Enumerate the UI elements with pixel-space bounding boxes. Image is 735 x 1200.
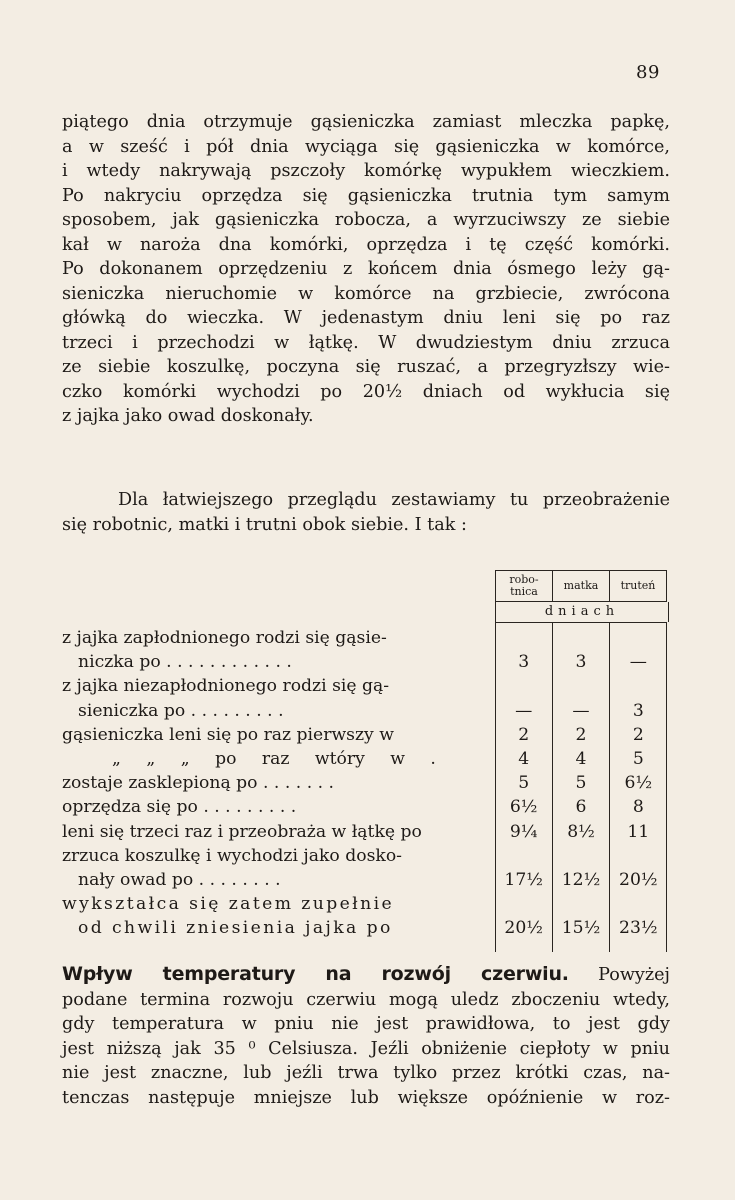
row-label: „ „ „ po raz wtóry w . <box>112 749 436 770</box>
value-queen: 2 <box>575 724 587 745</box>
value-worker: 6½ <box>509 797 538 818</box>
value-drone: 11 <box>627 821 650 842</box>
value-queen: 8½ <box>567 821 595 842</box>
row-label: od chwili zniesienia jajka po <box>78 918 393 939</box>
value-worker: — <box>515 700 533 721</box>
text-line: Dla łatwiejszego przeglądu zestawiamy tu przeobrażenie <box>118 490 670 510</box>
value-drone: 5 <box>632 749 644 770</box>
text-line: Po dokonanem oprzędzeniu z końcem dnia ósmego leży gą- <box>62 259 670 279</box>
text-line: a w sześć i pół dnia wyciąga się gąsieniczka w komórce, <box>62 136 670 157</box>
text-line: sposobem, jak gąsieniczka robocza, a wyrzuciwszy ze siebie <box>62 210 670 230</box>
text-line: Powyżej <box>568 965 670 985</box>
table-row <box>62 844 672 892</box>
value-drone: 3 <box>632 700 644 721</box>
table-row <box>62 626 672 674</box>
header-drone: truteń <box>620 579 656 592</box>
text-line: czko komórki wychodzi po 20½ dniach od wykłucia się <box>62 381 670 402</box>
value-drone: 23½ <box>619 918 658 939</box>
row-label: gąsieniczka leni się po raz pierwszy w <box>62 724 394 745</box>
header-worker: robo- tnica <box>496 571 553 601</box>
value-queen: — <box>572 700 590 721</box>
text-line: trzeci i przechodzi w łątkę. W dwudziestym dniu zrzuca <box>62 332 670 353</box>
value-worker: 3 <box>518 652 530 673</box>
text-line: sieniczka nieruchomie w komórce na grzbiecie, zwrócona <box>62 283 670 304</box>
value-drone: 20½ <box>619 870 658 891</box>
unit-row: dniach <box>495 602 669 622</box>
table-header <box>495 570 667 602</box>
paragraph-intro <box>62 488 670 537</box>
value-worker: 17½ <box>504 870 543 891</box>
text-line: kał w naroża dna komórki, oprzędza i tę część komórki. <box>62 234 670 255</box>
value-drone: 6½ <box>624 773 653 794</box>
text-line: jest niższą jak 35 ⁰ Celsiusza. Jeźli obniżenie ciepłoty w pniu <box>62 1038 670 1059</box>
row-label: niczka po . . . . . . . . . . . . <box>78 652 292 673</box>
text-line: i wtedy nakrywają pszczoły komórkę wypukłem wieczkiem. <box>62 161 670 181</box>
value-worker: 2 <box>518 724 530 745</box>
table-row <box>62 892 672 940</box>
value-queen: 4 <box>575 749 587 770</box>
value-drone: — <box>629 652 647 673</box>
row-label: sieniczka po . . . . . . . . . <box>78 700 284 721</box>
value-drone: 8 <box>632 797 644 818</box>
section-temperature <box>62 962 670 1110</box>
text-line: podane termina rozwoju czerwiu mogą uledz zboczeniu wtedy, <box>62 989 670 1010</box>
value-worker: 4 <box>518 749 530 770</box>
text-line: główką do wieczka. W jedenastym dniu leni się po raz <box>62 308 670 328</box>
row-label: nały owad po . . . . . . . . <box>78 870 281 891</box>
row-label: zostaje zasklepioną po . . . . . . . <box>62 773 335 794</box>
value-worker: 5 <box>518 773 530 794</box>
value-queen: 3 <box>575 652 587 673</box>
row-label: z jajka niezapłodnionego rodzi się gą- <box>62 676 390 697</box>
row-label: oprzędza się po . . . . . . . . . <box>62 797 297 818</box>
row-label: leni się trzeci raz i przeobraża w łątkę po <box>62 821 422 842</box>
value-queen: 5 <box>575 773 587 794</box>
text-line: tenczas następuje mniejsze lub większe opóźnienie w roz- <box>62 1087 670 1108</box>
text-line: się robotnic, matki i trutni obok siebie. I tak : <box>62 514 467 535</box>
development-table <box>62 570 672 950</box>
value-queen: 15½ <box>561 918 601 939</box>
value-queen: 12½ <box>561 870 601 891</box>
table-row <box>62 771 672 795</box>
text-line: Po nakryciu oprzędza się gąsieniczka trutnia tym samym <box>62 185 670 206</box>
text-line: nie jest znaczne, lub jeźli trwa tylko przez krótki czas, na- <box>62 1063 670 1083</box>
table-row <box>62 795 672 819</box>
text-line: piątego dnia otrzymuje gąsieniczka zamiast mleczka papkę, <box>62 112 670 132</box>
table-row <box>62 747 672 771</box>
text-line: z jajka jako owad doskonały. <box>62 406 314 426</box>
row-label: zrzuca koszulkę i wychodzi jako dosko- <box>62 845 402 866</box>
text-line: ze siebie koszulkę, poczyna się ruszać, a przegryzłszy wie- <box>62 357 670 377</box>
section-heading: Wpływ temperatury na rozwój czerwiu. <box>62 963 569 985</box>
paragraph-development <box>62 110 670 429</box>
row-label: wykształca się zatem zupełnie <box>62 894 395 915</box>
table-row <box>62 820 672 844</box>
text-line: gdy temperatura w pniu nie jest prawidłowa, to jest gdy <box>62 1014 670 1034</box>
header-queen: matka <box>553 571 610 601</box>
table-body <box>62 626 672 941</box>
table-row <box>62 723 672 747</box>
header-rule <box>495 622 667 623</box>
value-worker: 9¼ <box>509 821 538 842</box>
table-row <box>62 674 672 722</box>
page-number: 89 <box>636 62 660 83</box>
value-drone: 2 <box>632 724 644 745</box>
value-worker: 20½ <box>504 918 543 939</box>
row-label: z jajka zapłodnionego rodzi się gąsie- <box>62 628 387 648</box>
value-queen: 6 <box>575 797 587 818</box>
